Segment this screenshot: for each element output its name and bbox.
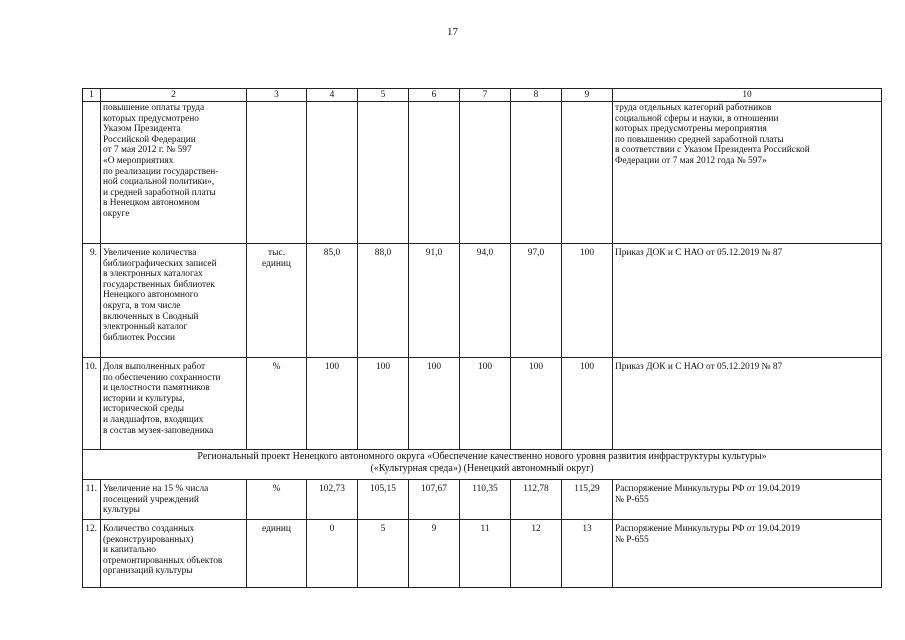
value-cell: 110,35 [460,480,511,520]
value-cell: 85,0 [307,244,358,358]
value-cell: 100 [562,244,613,358]
source-document: Приказ ДОК и С НАО от 05.12.2019 № 87 [613,244,882,358]
unit-cell: % [247,358,307,450]
value-cell: 100 [460,358,511,450]
table-row [83,102,882,244]
value-cell: 107,67 [409,480,460,520]
value-cell: 11 [460,520,511,588]
section-title: Региональный проект Ненецкого автономного округа «Обеспечение качественно нового уровня развития инфраструктуры культуры» («Культурная среда») (Ненецкий автономный округ) [83,450,882,480]
table-row [83,520,882,588]
column-number: 7 [460,89,511,102]
section-row [83,450,882,480]
column-number: 3 [247,89,307,102]
indicators-table [82,88,882,588]
value-cell: 100 [562,358,613,450]
value-cell: 105,15 [358,480,409,520]
column-number: 8 [511,89,562,102]
column-number: 10 [613,89,882,102]
column-number: 1 [83,89,101,102]
source-document: Приказ ДОК и С НАО от 05.12.2019 № 87 [613,358,882,450]
value-cell: 0 [307,520,358,588]
unit-cell: тыс. единиц [247,244,307,358]
value-cell: 9 [409,520,460,588]
unit-cell [247,102,307,244]
value-cell [460,102,511,244]
value-cell: 100 [409,358,460,450]
row-index [83,102,101,244]
row-index: 9. [83,244,101,358]
column-number: 9 [562,89,613,102]
indicator-name: Увеличение на 15 % числа посещений учреждений культуры [101,480,247,520]
indicator-name: повышение оплаты труда которых предусмотрено Указом Президента Российской Федерации от 7 мая 2012 г. № 597 «О мероприятиях по реализации государствен- ной социальной политики», и средней заработной платы в Ненецком автономном округе [101,102,247,244]
column-numbers-row [83,89,882,102]
value-cell [307,102,358,244]
value-cell: 97,0 [511,244,562,358]
column-number: 6 [409,89,460,102]
source-document: труда отдельных категорий работников социальной сферы и науки, в отношении которых предусмотрены мероприятия по повышению средней заработной платы в соответствии с Указом Президента Российской Федерации от 7 мая 2012 года № 597» [613,102,882,244]
value-cell [511,102,562,244]
value-cell: 112,78 [511,480,562,520]
table-row [83,358,882,450]
value-cell: 115,29 [562,480,613,520]
indicator-name: Доля выполненных работ по обеспечению сохранности и целостности памятников истории и культуры, исторической среды и ландшафтов, входящих в состав музея-заповедника [101,358,247,450]
source-document: Распоряжение Минкультуры РФ от 19.04.2019 № Р-655 [613,480,882,520]
source-document: Распоряжение Минкультуры РФ от 19.04.2019 № Р-655 [613,520,882,588]
unit-cell: единиц [247,520,307,588]
row-index: 10. [83,358,101,450]
indicator-name: Количество созданных (реконструированных) и капитально отремонтированных объектов организаций культуры [101,520,247,588]
page-number: 17 [447,26,458,38]
column-number: 5 [358,89,409,102]
value-cell [358,102,409,244]
column-number: 4 [307,89,358,102]
row-index: 11. [83,480,101,520]
value-cell: 13 [562,520,613,588]
value-cell: 100 [511,358,562,450]
value-cell [409,102,460,244]
value-cell: 94,0 [460,244,511,358]
table-row [83,244,882,358]
column-number: 2 [101,89,247,102]
value-cell: 91,0 [409,244,460,358]
value-cell: 102,73 [307,480,358,520]
value-cell: 5 [358,520,409,588]
row-index: 12. [83,520,101,588]
value-cell: 12 [511,520,562,588]
value-cell [562,102,613,244]
indicator-name: Увеличение количества библиографических записей в электронных каталогах государственных библиотек Ненецкого автономного округа, в том числе включенных в Сводный электронный каталог библиотек России [101,244,247,358]
value-cell: 88,0 [358,244,409,358]
value-cell: 100 [307,358,358,450]
value-cell: 100 [358,358,409,450]
unit-cell: % [247,480,307,520]
table-row [83,480,882,520]
